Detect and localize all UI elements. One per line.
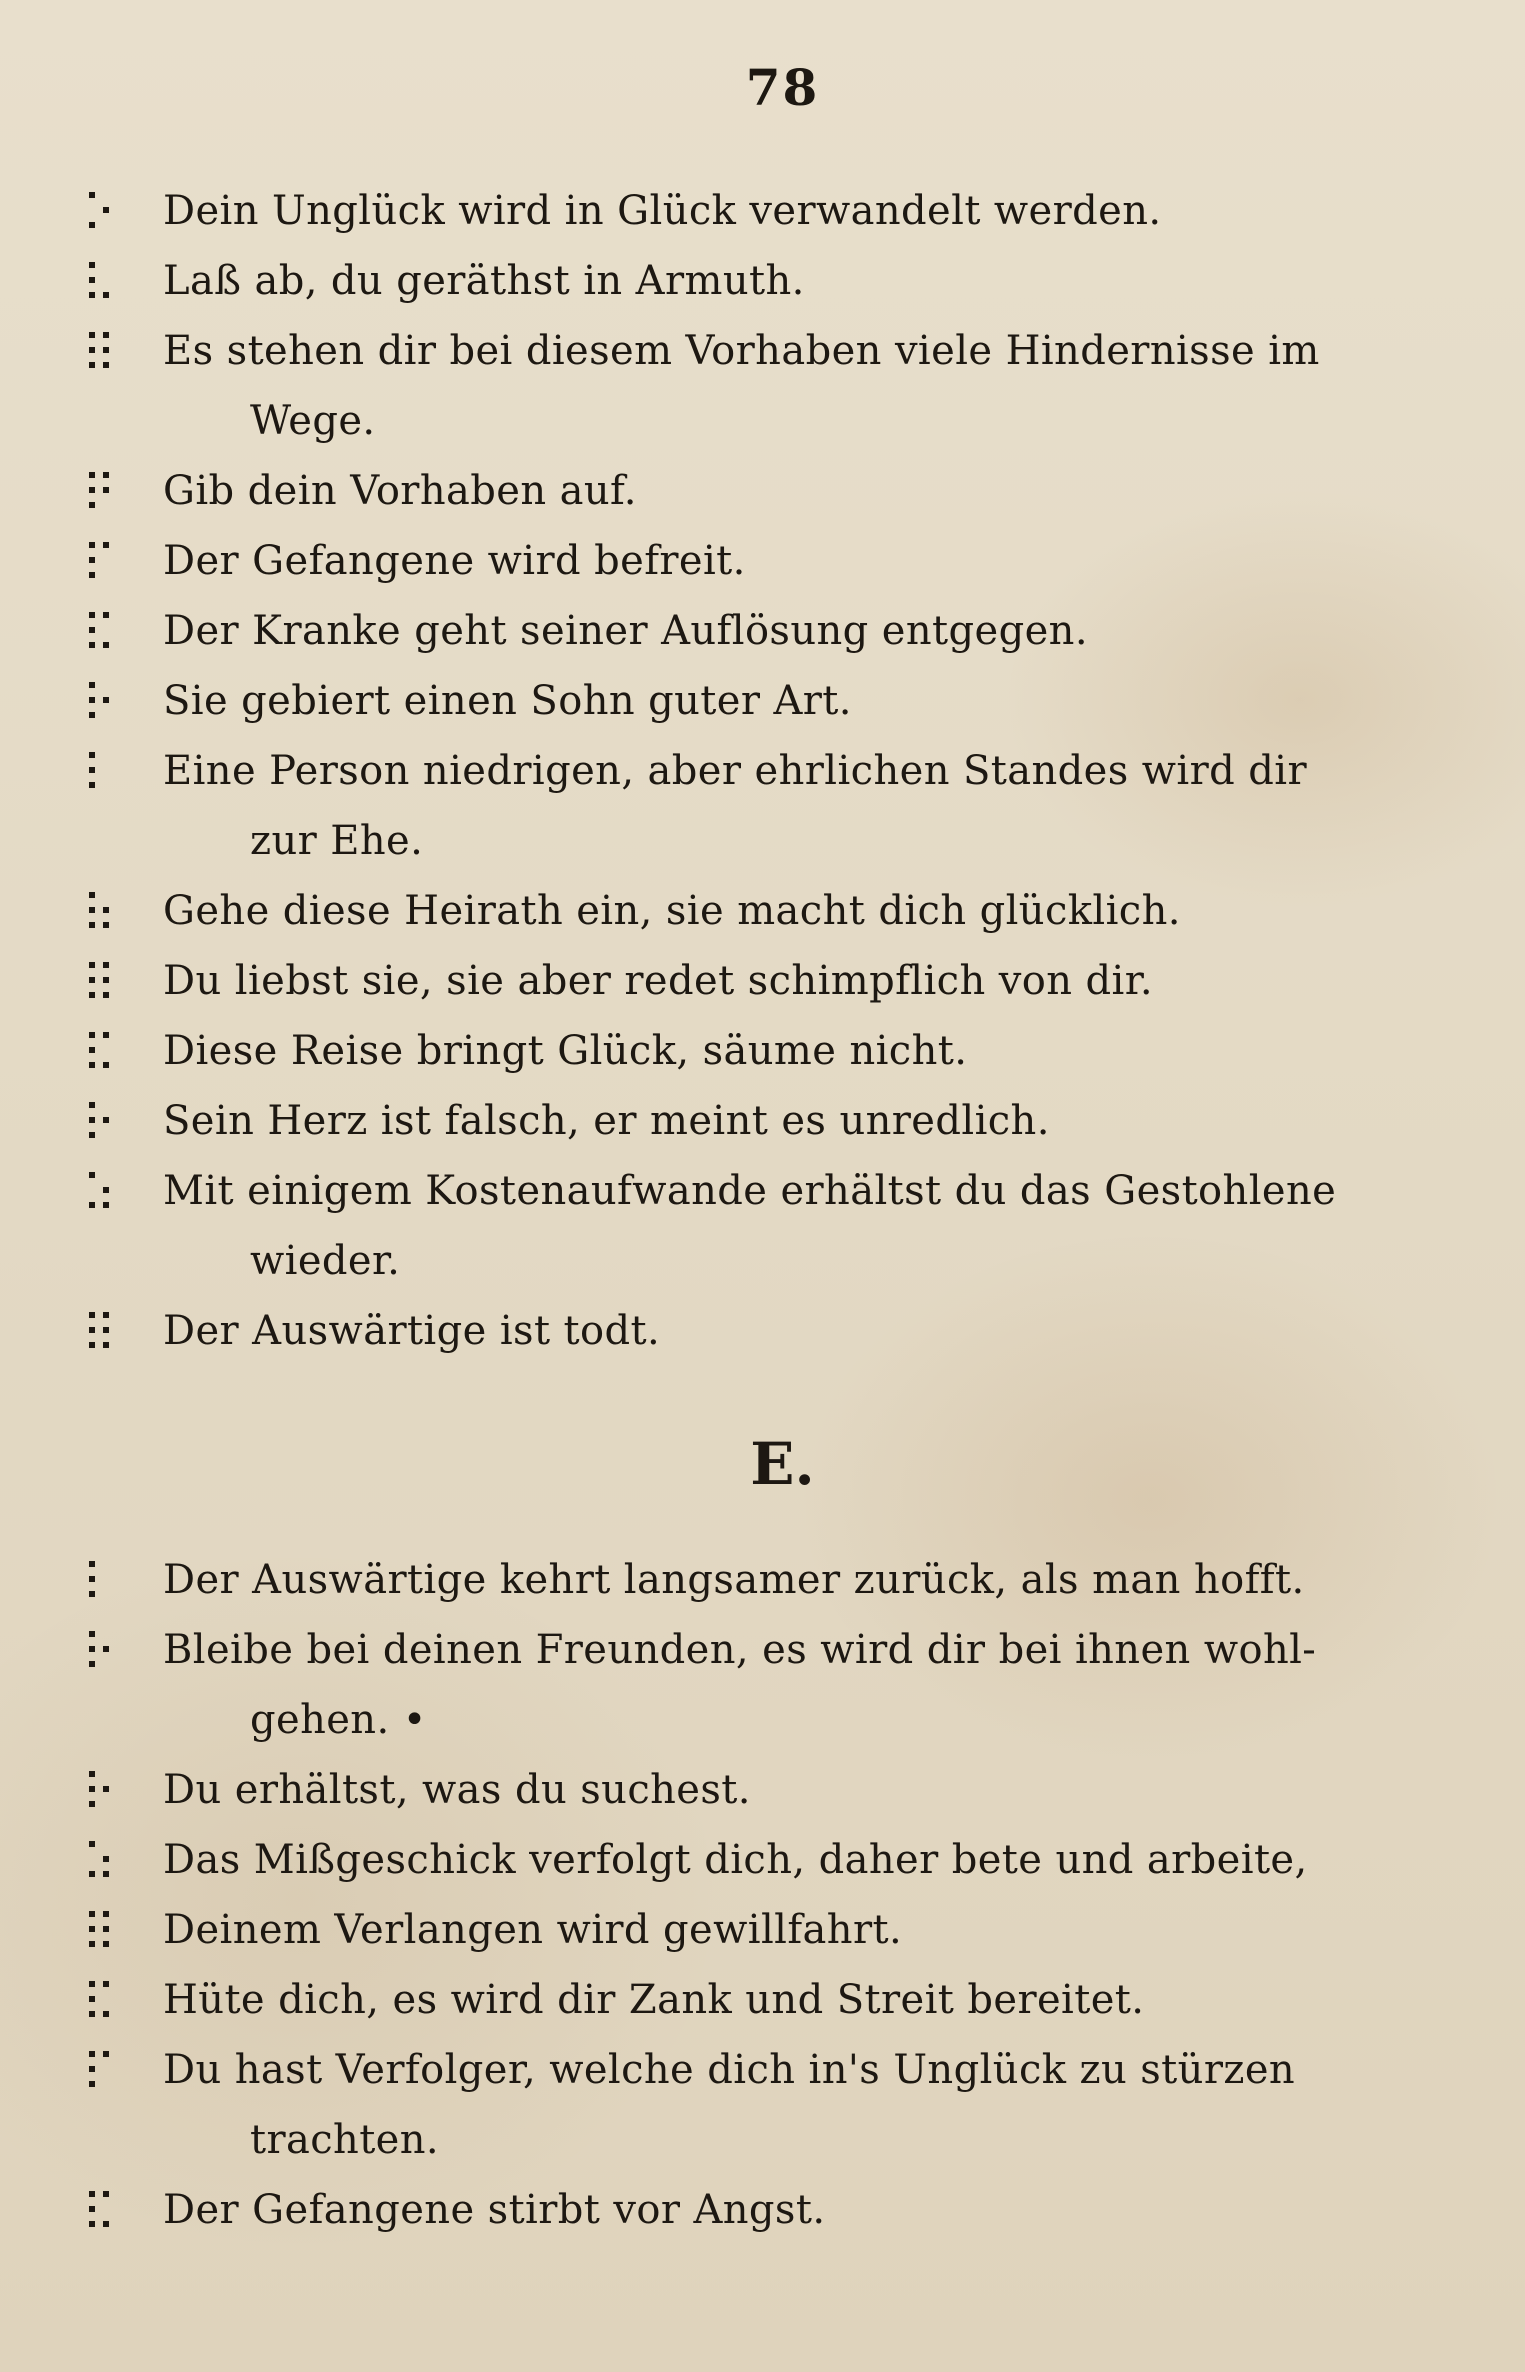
entry-text-line: Du hast Verfolger, welche dich in's Unglück zu stürzen [163,2047,1296,2093]
oracle-entry [0,456,1525,526]
entry-text-line: Du liebst sie, sie aber redet schimpflich von dir. [163,958,1153,1004]
entry-text-line: Wege. [250,398,376,444]
entry-text-line: gehen. • [250,1697,427,1743]
oracle-entry [0,2035,1525,2175]
dot-marker-icon [85,1767,125,1817]
dot-marker-icon [85,678,125,728]
oracle-entry [0,1086,1525,1156]
page-number: 78 [745,58,820,117]
dot-marker-icon [85,1028,125,1078]
dot-marker-icon [85,468,125,518]
oracle-entry [0,1825,1525,1895]
oracle-entry [0,666,1525,736]
dot-marker-icon [85,188,125,238]
oracle-entry [0,1755,1525,1825]
entry-text-line: Du erhältst, was du suchest. [163,1767,751,1813]
entry-text-line: Mit einigem Kostenaufwande erhältst du das Gestohlene [163,1168,1337,1214]
entry-text-line: Bleibe bei deinen Freunden, es wird dir bei ihnen wohl- [163,1627,1317,1673]
entry-text-line: Der Gefangene stirbt vor Angst. [163,2187,826,2233]
dot-marker-icon [85,608,125,658]
oracle-entry [0,526,1525,596]
entry-text-line: wieder. [250,1238,401,1284]
dot-marker-icon [85,958,125,1008]
oracle-entry [0,2175,1525,2245]
dot-marker-icon [85,2047,125,2097]
oracle-entry [0,596,1525,666]
oracle-entry [0,246,1525,316]
entry-text-line: Hüte dich, es wird dir Zank und Streit bereitet. [163,1977,1145,2023]
dot-marker-icon [85,1098,125,1148]
entry-text-line: Sein Herz ist falsch, er meint es unredlich. [163,1098,1050,1144]
oracle-entry [0,1615,1525,1755]
oracle-entry [0,1545,1525,1615]
entry-text-line: Sie gebiert einen Sohn guter Art. [163,678,852,724]
entry-text-line: trachten. [250,2117,440,2163]
oracle-entry [0,1965,1525,2035]
dot-marker-icon [85,328,125,378]
oracle-entry [0,736,1525,876]
dot-marker-icon [85,2187,125,2237]
oracle-section-b [0,1545,1525,2245]
oracle-section-a [0,176,1525,1366]
section-heading: E. [750,1430,815,1498]
entry-text-line: Laß ab, du geräthst in Armuth. [163,258,805,304]
oracle-entry [0,316,1525,456]
oracle-entry [0,876,1525,946]
entry-text-line: Der Gefangene wird befreit. [163,538,746,584]
entry-text-line: zur Ehe. [250,818,424,864]
dot-marker-icon [85,258,125,308]
entry-text-line: Eine Person niedrigen, aber ehrlichen Standes wird dir [163,748,1307,794]
entry-text-line: Der Kranke geht seiner Auflösung entgegen. [163,608,1088,654]
entry-text-line: Gib dein Vorhaben auf. [163,468,637,514]
entry-text-line: Es stehen dir bei diesem Vorhaben viele Hindernisse im [163,328,1320,374]
entry-text-line: Das Mißgeschick verfolgt dich, daher bete und arbeite, [163,1837,1308,1883]
entry-text-line: Dein Unglück wird in Glück verwandelt werden. [163,188,1162,234]
entry-text-line: Deinem Verlangen wird gewillfahrt. [163,1907,903,1953]
oracle-entry [0,946,1525,1016]
entry-text-line: Gehe diese Heirath ein, sie macht dich glücklich. [163,888,1181,934]
dot-marker-icon [85,1308,125,1358]
oracle-entry [0,1895,1525,1965]
entry-text-line: Diese Reise bringt Glück, säume nicht. [163,1028,968,1074]
entry-text-line: Der Auswärtige ist todt. [163,1308,661,1354]
oracle-entry [0,1016,1525,1086]
dot-marker-icon [85,1837,125,1887]
dot-marker-icon [85,1557,125,1607]
dot-marker-icon [85,1907,125,1957]
oracle-entry [0,1296,1525,1366]
dot-marker-icon [85,538,125,588]
dot-marker-icon [85,1168,125,1218]
dot-marker-icon [85,1977,125,2027]
dot-marker-icon [85,1627,125,1677]
oracle-entry [0,1156,1525,1296]
dot-marker-icon [85,888,125,938]
oracle-entry [0,176,1525,246]
entry-text-line: Der Auswärtige kehrt langsamer zurück, als man hofft. [163,1557,1305,1603]
dot-marker-icon [85,748,125,798]
